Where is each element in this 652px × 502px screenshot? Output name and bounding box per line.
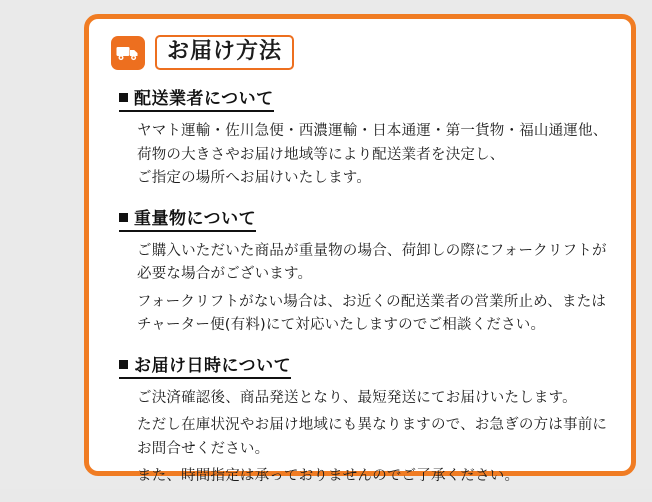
section-body: [137, 240, 613, 338]
section-heading: [119, 351, 291, 379]
body-line: ご指定の場所へお届けいたします。: [137, 170, 372, 187]
section-heading-text: お届け日時について: [134, 355, 292, 376]
section-body: [137, 120, 613, 190]
section-delivery-datetime: [111, 351, 613, 489]
body-line: ご決済確認後、商品発送となり、最短発送にてお届けいたします。: [137, 389, 577, 406]
bullet-square-icon: [119, 213, 128, 222]
page-title: お届け方法: [167, 39, 283, 64]
title-row: [111, 35, 613, 70]
body-line: チャーター便(有料)にて対応いたしますのでご相談ください。: [137, 317, 546, 334]
section-heading-text: 配送業者について: [134, 89, 274, 110]
section-heading: [119, 84, 274, 112]
section-body: [137, 387, 613, 489]
body-line: ご購入いただいた商品が重量物の場合、荷卸しの際にフォークリフトが: [137, 242, 607, 259]
body-line: また、時間指定は承っておりませんのでご了承ください。: [137, 468, 520, 485]
page-title-box: [155, 35, 294, 70]
body-line: 必要な場合がございます。: [137, 266, 313, 283]
delivery-info-card: [84, 14, 636, 485]
section-heading: [119, 204, 256, 232]
delivery-truck-icon: [111, 36, 145, 70]
body-line: ただし在庫状況やお届け地域にも異なりますので、お急ぎの方は事前に: [137, 417, 608, 434]
body-line: ヤマト運輸・佐川急便・西濃運輸・日本通運・第一貨物・福山通運他、: [137, 123, 608, 140]
section-heading-text: 重量物について: [134, 208, 257, 229]
section-heavy-items: [111, 204, 613, 338]
section-shipping-carriers: [111, 84, 613, 190]
card-content: [111, 35, 613, 502]
body-line: 荷物の大きさやお届け地域等により配送業者を決定し、: [137, 146, 505, 163]
bullet-square-icon: [119, 93, 128, 102]
bullet-square-icon: [119, 360, 128, 369]
body-line: お問合せください。: [137, 440, 270, 457]
body-line: フォークリフトがない場合は、お近くの配送業者の営業所止め、または: [137, 293, 607, 310]
